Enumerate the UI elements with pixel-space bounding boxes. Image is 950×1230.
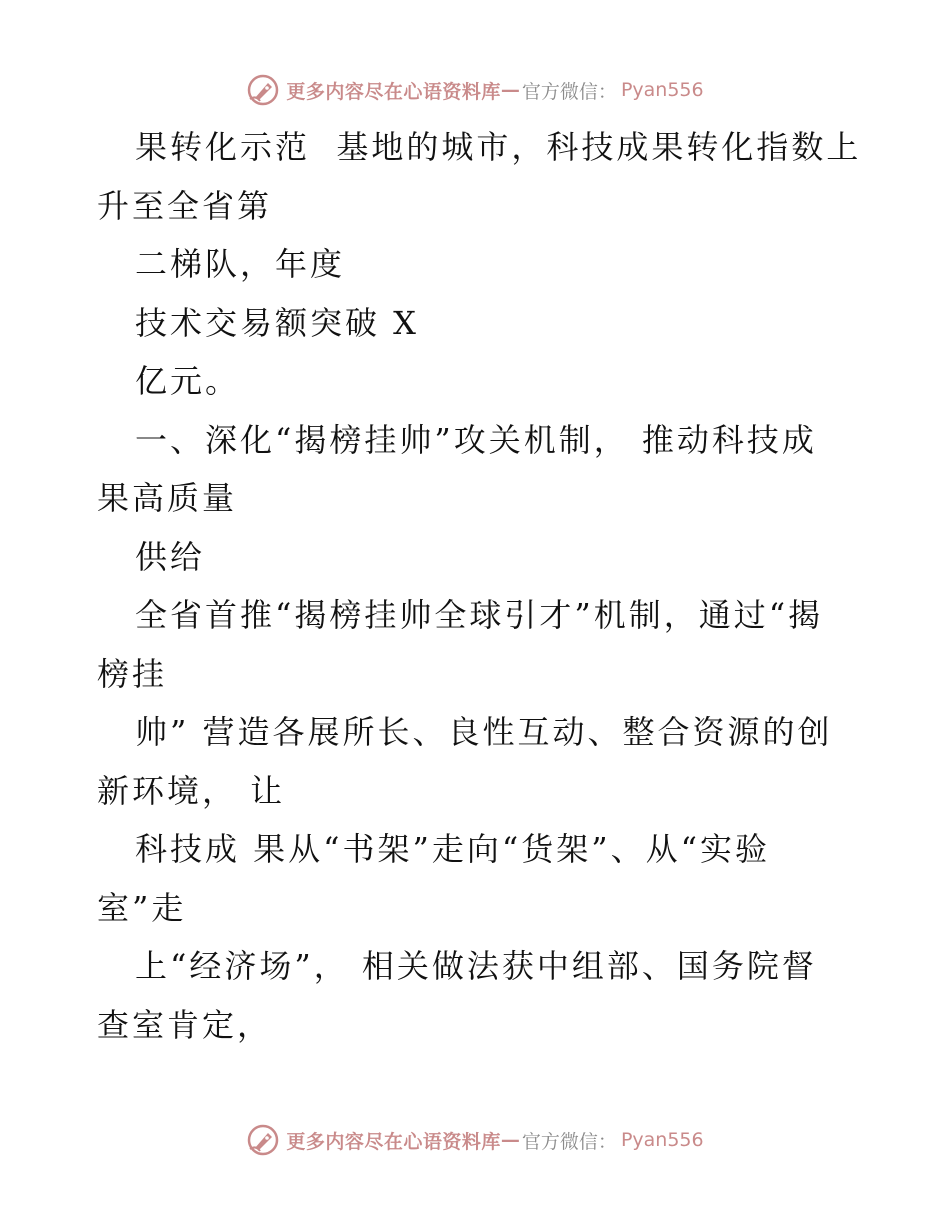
text-line: 新环境， 让 xyxy=(97,771,286,810)
text-line: 帅” 营造各展所长、良性互动、整合资源的创 xyxy=(135,713,833,751)
text-line: 室”走 xyxy=(97,888,187,927)
text-line: 升至全省第 xyxy=(97,186,273,225)
text-line: 果高质量 xyxy=(97,479,238,517)
text-line: 二梯队，年度 xyxy=(135,245,346,283)
pen-nib-logo-icon xyxy=(246,73,280,107)
document-body xyxy=(97,118,862,1054)
watermark-main-text: 更多内容尽在心语资料库 xyxy=(286,80,501,103)
text-line: 榜挂 xyxy=(97,654,168,693)
text-line: 果转化示范 基地的城市，科技成果转化指数上 xyxy=(135,128,862,166)
watermark-wechat-id: Pyan556 xyxy=(620,79,704,101)
text-line: 一、深化“揭榜挂帅”攻关机制， 推动科技成 xyxy=(135,420,817,459)
watermark-wechat-id: Pyan556 xyxy=(620,1129,704,1151)
text-line: 全省首推“揭榜挂帅全球引才”机制，通过“揭 xyxy=(135,596,824,634)
pen-nib-logo-icon xyxy=(246,1123,280,1157)
text-line: 技术交易额突破 X xyxy=(135,303,419,342)
header-watermark xyxy=(0,70,950,110)
footer-watermark xyxy=(0,1120,950,1160)
watermark-main-text: 更多内容尽在心语资料库 xyxy=(286,1130,501,1153)
watermark-official-label: 官方微信： xyxy=(521,80,617,103)
watermark-official-label: 官方微信： xyxy=(521,1130,617,1153)
text-line: 供给 xyxy=(135,537,206,576)
text-line: 上“经济场”， 相关做法获中组部、国务院督 xyxy=(135,947,817,985)
text-line: 亿元。 xyxy=(135,362,241,400)
watermark-dash: — xyxy=(500,79,520,101)
watermark-dash: — xyxy=(500,1129,520,1151)
text-line: 科技成 果从“书架”走向“货架”、从“实验 xyxy=(135,830,770,868)
text-line: 查室肯定， xyxy=(97,1005,273,1044)
